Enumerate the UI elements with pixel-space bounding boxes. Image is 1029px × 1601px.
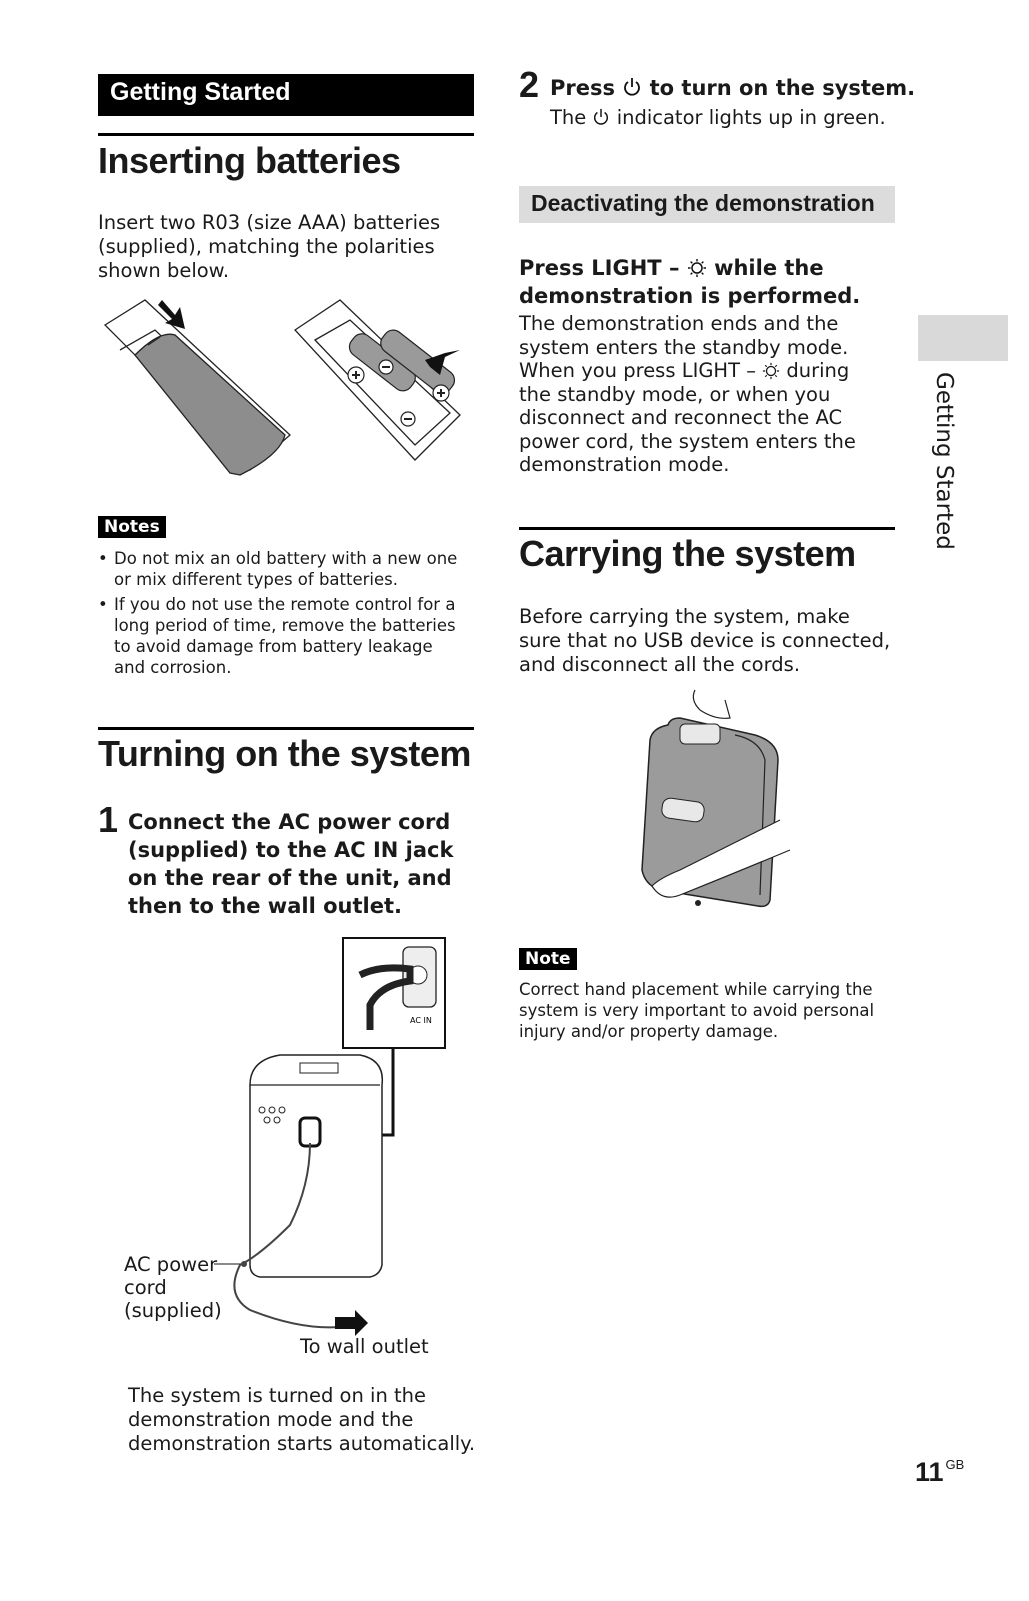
demo-section-bar: Deactivating the demonstration xyxy=(519,186,895,223)
page-number-suffix: GB xyxy=(945,1457,965,1472)
power-connection-illustration xyxy=(220,935,460,1335)
side-tab-marker xyxy=(918,315,1008,361)
step-2-heading xyxy=(550,76,915,100)
note-item: • If you do not use the remote control for a long period of time, remove the batteries to avoid damage from battery leakage and corrosion. xyxy=(98,594,468,678)
step-2-sub-post: indicator lights up in green. xyxy=(616,106,886,129)
step-1-text: Connect the AC power cord (supplied) to the AC IN jack on the rear of the unit, and then to the wall outlet. xyxy=(128,810,454,918)
batteries-body: Insert two R03 (size AAA) batteries (supplied), matching the polarities shown below. xyxy=(98,211,441,282)
turning-on-title: Turning on the system xyxy=(98,733,471,774)
demo-heading-post: while the demonstration is performed. xyxy=(519,256,861,308)
demo-heading-pre: Press LIGHT – xyxy=(519,256,680,280)
power-icon xyxy=(622,76,642,100)
notes-label: Notes xyxy=(98,516,166,538)
note-item: • Do not mix an old battery with a new one or mix different types of batteries. xyxy=(98,548,468,590)
battery-illustration xyxy=(100,295,480,485)
rule-batteries xyxy=(98,133,474,136)
to-wall-outlet-label: To wall outlet xyxy=(300,1335,429,1358)
batteries-title: Inserting batteries xyxy=(98,140,401,181)
rule-turning-on xyxy=(98,727,474,730)
step-2-number: 2 xyxy=(519,64,540,105)
light-icon xyxy=(687,256,707,280)
demo-body xyxy=(519,312,864,477)
side-tab-label: Getting Started xyxy=(931,372,957,550)
carrying-body: Before carrying the system, make sure that no USB device is connected, and disconnect all the cords. xyxy=(519,605,891,676)
demo-body-1: The demonstration ends and the system enters the standby mode. When you press LIGHT – xyxy=(519,312,849,382)
demo-body-2: during the standby mode, or when you disconnect and reconnect the AC power cord, the system enters the demonstration mode. xyxy=(519,359,856,476)
page-number-value: 11 xyxy=(915,1457,944,1487)
carrying-title: Carrying the system xyxy=(519,533,856,574)
step-2-subtext xyxy=(550,106,886,130)
rule-carrying xyxy=(519,527,895,530)
carrying-note: Correct hand placement while carrying the system is very important to avoid personal injury and/or property damage. xyxy=(519,980,875,1041)
power-on-result: The system is turned on in the demonstration mode and the demonstration starts automatically. xyxy=(128,1384,476,1455)
power-icon xyxy=(592,106,610,129)
section-bar: Getting Started xyxy=(98,74,474,116)
step-2-sub-pre: The xyxy=(550,106,587,129)
page-number xyxy=(915,1457,964,1488)
battery-notes-list xyxy=(98,548,468,682)
ac-in-label: AC IN xyxy=(410,1016,432,1025)
light-icon xyxy=(762,359,780,382)
carrying-illustration xyxy=(620,690,790,915)
step-2-heading-post: to turn on the system. xyxy=(649,76,916,100)
step-2-heading-pre: Press xyxy=(550,76,615,100)
step-1-number: 1 xyxy=(98,799,119,840)
ac-power-cord-label: AC power cord (supplied) xyxy=(124,1253,222,1322)
demo-heading xyxy=(519,254,879,310)
note-label: Note xyxy=(519,948,577,970)
